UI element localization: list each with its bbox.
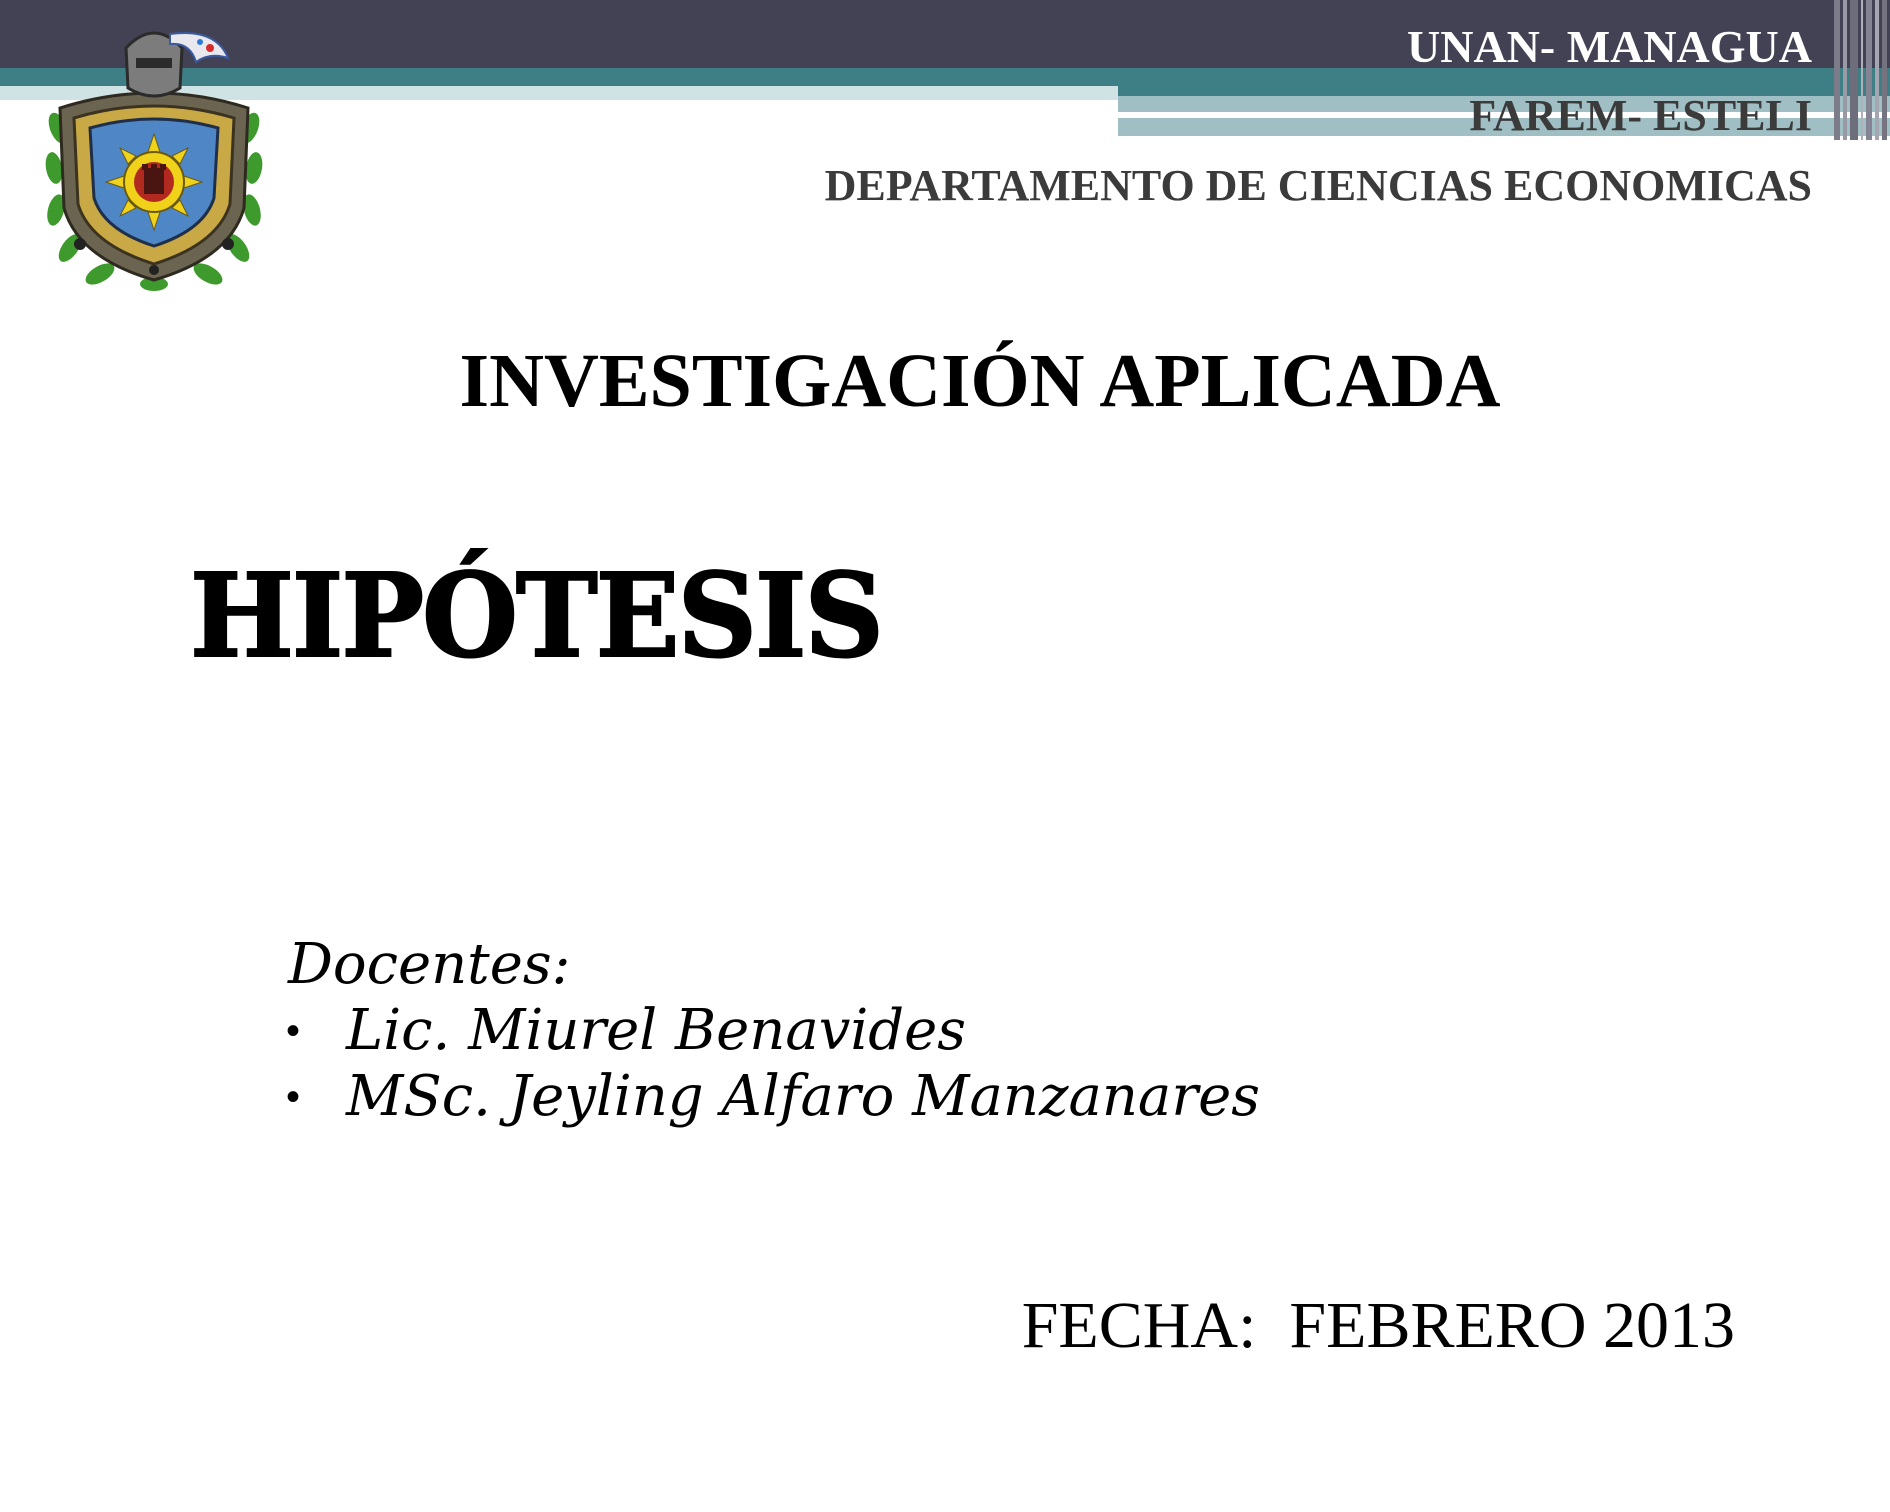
teacher-name: MSc. Jeyling Alfaro Manzanares [346, 1064, 1260, 1129]
course-title: INVESTIGACIÓN APLICADA [459, 339, 1501, 423]
teacher-name: Lic. Miurel Benavides [346, 998, 967, 1063]
date-label: FECHA: [1021, 1289, 1257, 1362]
department-name: DEPARTAMENTO DE CIENCIAS ECONOMICAS [824, 161, 1812, 210]
university-coat-of-arms-icon [40, 18, 268, 294]
teachers-section [288, 932, 1260, 1130]
header-right-stripes [1834, 0, 1890, 140]
teachers-list [288, 998, 1260, 1130]
list-item [286, 1064, 1260, 1130]
slide-title: HIPÓTESIS [190, 548, 882, 684]
list-item [286, 998, 1260, 1064]
faculty-name: FAREM- ESTELI [1469, 91, 1812, 140]
bullet-icon: • [286, 1009, 301, 1053]
date-value: FEBRERO 2013 [1289, 1289, 1735, 1362]
bullet-icon: • [286, 1075, 301, 1119]
university-name: UNAN- MANAGUA [1407, 21, 1812, 72]
teachers-heading: Docentes: [288, 932, 571, 997]
date-line [1022, 1288, 1735, 1364]
